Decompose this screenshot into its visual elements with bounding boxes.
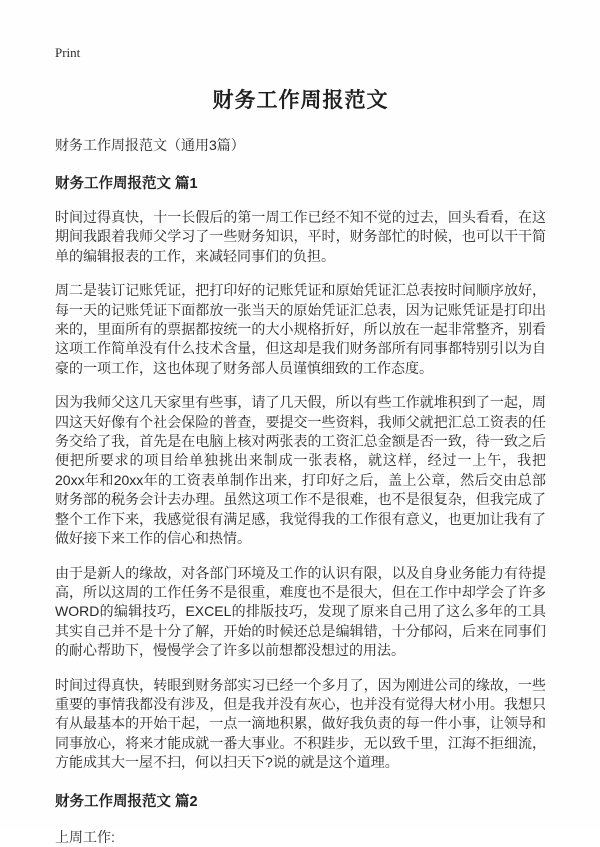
paragraph: 因为我师父这几天家里有些事，请了几天假，所以有些工作就堆积到了一起，周四这天好像有个社会保险的普查，要提交一些资料，我师父就把汇总工资表的任务交给了我，首先是在电脑上核对两张表的工资汇总金额是否一致，待一致之后便把所要求的项目给单独挑出来制成一张表格，就这样，经过一上午，我把20xx年和20xx年的工资表单制作出来，打印好之后，盖上公章，然后交由总部财务部的税务会计去办理。虽然这项工作不是很难，也不是很复杂，但我完成了整个工作下来，我感觉很有满足感，我觉得我的工作很有意义，也更加让我有了做好接下来工作的信心和热情。 — [55, 394, 546, 547]
article-subtitle: 财务工作周报范文（通用3篇） — [55, 137, 245, 153]
paragraph: 时间过得真快，十一长假后的第一周工作已经不知不觉的过去，回头看看，在这期间我跟着我师父学习了一些财务知识，平时，财务部忙的时候，也可以干干简单的编辑报表的工作，来减轻同事们的负担。 — [55, 209, 546, 264]
section-heading-1: 财务工作周报范文 篇1 — [55, 176, 198, 192]
paragraph: 时间过得真快，转眼到财务部实习已经一个多月了，因为刚进公司的缘故，一些重要的事情我都没有涉及，但是我并没有灰心，也并没有觉得大材小用。我想只有从最基本的开始干起，一点一滴地积累，做好我负责的每一件小事，让领导和同事放心，将来才能成就一番大事业。不积跬步，无以致千里，江海不拒细流，方能成其大一屋不扫，何以扫天下?说的就是这个道理。 — [55, 676, 546, 771]
section2-intro-line: 上周工作: — [55, 828, 115, 845]
paragraph: 由于是新人的缘故，对各部门环境及工作的认识有限，以及自身业务能力有待提高，所以这周的工作任务不是很重，难度也不是很大，但在工作中却学会了许多WORD的编辑技巧，EXCEL的排版技巧，发现了原来自己用了这么多年的工具其实自己并不是十分了解，开始的时候还总是编辑错，十分郁闷，后来在同事们的耐心帮助下，慢慢学会了许多以前想都没想过的用法。 — [55, 564, 546, 659]
page-title: 财务工作周报范文 — [212, 89, 389, 112]
paragraph: 周二是装订记账凭证，把打印好的记账凭证和原始凭证汇总表按时间顺序放好，每一天的记账凭证下面都放一张当天的原始凭证汇总表，因为记账凭证是打印出来的，里面所有的票据都按统一的大小规格折好，所以放在一起非常整齐，别看这项工作简单没有什么技术含量，但这却是我们财务部所有同事都特别引以为自豪的一项工作，这也体现了财务部人员谨慎细致的工作态度。 — [55, 282, 546, 376]
section-heading-2: 财务工作周报范文 篇2 — [55, 793, 198, 810]
print-link[interactable]: Print — [55, 45, 81, 60]
